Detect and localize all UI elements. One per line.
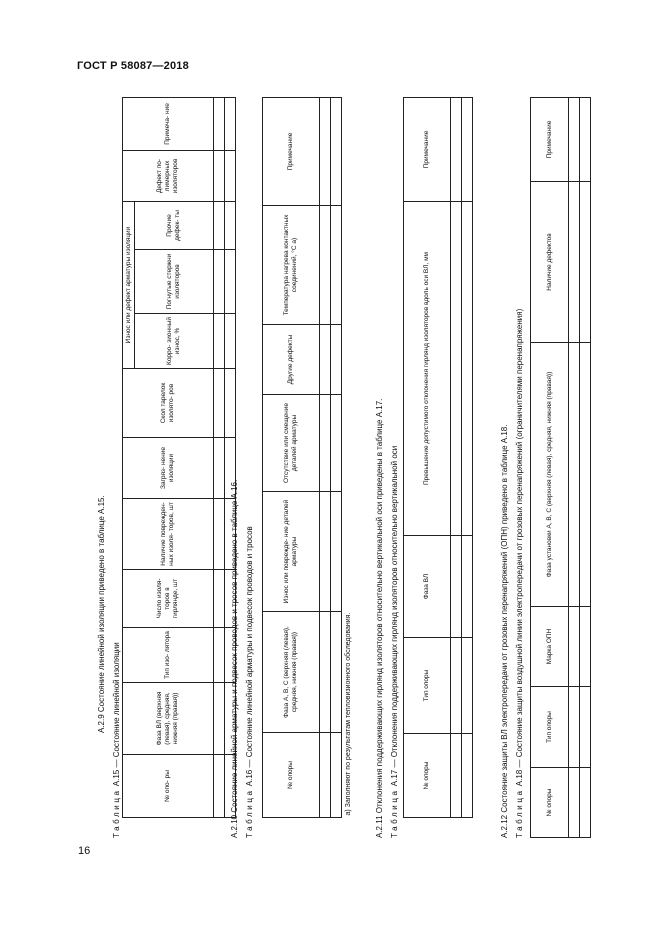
table-a16-header: Другие дефекты xyxy=(263,325,320,395)
table-a18-caption-text: А.18 — Состояние защиты воздушной линии электропередачи от грозовых перенапряжений (ограничителями перенапряжения) xyxy=(515,308,524,789)
section-a211-text: А.2.11 Отклонения поддерживающих гирлянд изоляторов относительно вертикальной оси приведены в таблице А.17. xyxy=(375,398,384,838)
table-a15-group-header: Износ или дефект арматуры изоляции xyxy=(123,201,135,368)
table-a17-header: Тип опоры xyxy=(404,638,451,734)
table-row xyxy=(462,98,473,818)
table-a16 xyxy=(262,97,354,818)
table-a15-header: Примеча- ние xyxy=(123,97,214,150)
table-a15-header: № опо- ры xyxy=(123,755,214,818)
table-row xyxy=(331,98,342,818)
table-a15-header: Скол тарелок изолято- ров xyxy=(123,369,214,438)
table-a16-caption-text: А.16 — Состояние линейной арматуры и подвесок проводов и тросов xyxy=(245,526,254,789)
table-a15-caption-text: А.15 — Состояние линейной изоляции xyxy=(112,642,121,789)
table-a15-header: Число изоля- торов в гирлянде, шт xyxy=(123,570,214,628)
table-row xyxy=(320,98,331,818)
table-a16-header: № опоры xyxy=(263,733,320,818)
table-a16-caption-prefix: Таблица xyxy=(245,788,254,838)
section-a210-text: А.2.10 Состояние линейной арматуры и подвесок проводов и тросов приведено в таблице А.16. xyxy=(230,479,239,838)
table-row xyxy=(451,98,462,818)
table-a17-header: № опоры xyxy=(404,734,451,818)
table-a18-header: Наличие дефектов xyxy=(531,182,569,343)
table-a17-caption-text: А.17 — Отклонения поддерживающих гирлянд изоляторов относительно вертикальной оси xyxy=(390,445,399,789)
table-a18-header: Тип опоры xyxy=(531,687,569,768)
table-a16-header: Температура нагрева контактных соединений, °С а) xyxy=(263,206,320,325)
table-a16-footnote-row xyxy=(342,98,355,818)
table-a15-header: Тип изо- лятора xyxy=(123,628,214,683)
table-a15-header: Наличие поврежден- ных изоля- торов, шт xyxy=(123,499,214,570)
table-a16-header: Примечание xyxy=(263,98,320,206)
table-a15-header: Фаза ВЛ (верхняя (левая), средняя, нижняя (правая)) xyxy=(123,683,214,755)
table-a18-header: Фаза установки А, В, С (верхняя (левая), средняя, нижняя (правая)) xyxy=(531,343,569,607)
table-a17-caption-prefix: Таблица xyxy=(390,788,399,838)
page-number: 16 xyxy=(78,845,91,857)
table-a15-header: Дефект по- лимерных изоляторов xyxy=(123,150,214,201)
table-a18-header: Марка ОПН xyxy=(531,607,569,687)
section-a212-text: А.2.12 Состояние защиты ВЛ электропередачи от грозовых перенапряжений (ОПН) приведено в таблице А.18. xyxy=(500,424,509,838)
rotated-page-content xyxy=(95,98,585,838)
table-a16-footnote: а) Заполняют по результатам тепловизионного обследования. xyxy=(342,98,355,818)
table-a18-caption xyxy=(515,309,525,838)
table-row xyxy=(580,98,591,838)
table-a15-subheader: Прочие дефек- ты xyxy=(135,201,214,249)
table-a18 xyxy=(530,97,591,838)
table-a16-header: Износ или поврежде- ние деталей арматуры xyxy=(263,492,320,612)
document-header: ГОСТ Р 58087—2018 xyxy=(77,60,189,72)
table-a15-subheader: Коррo- зионный износ, % xyxy=(135,314,214,369)
table-a17-caption xyxy=(390,446,400,838)
table-a18-header: № опоры xyxy=(531,768,569,838)
table-a15-caption xyxy=(112,642,122,838)
table-row xyxy=(569,98,580,838)
table-a16-header: Фаза А, В, С (верхняя (левая), средняя, нижняя (правая)) xyxy=(263,612,320,733)
table-row xyxy=(214,97,225,817)
table-a17-header: Примечание xyxy=(404,98,451,202)
table-a18-caption-prefix: Таблица xyxy=(515,788,524,838)
table-a15-caption-prefix: Таблица xyxy=(112,788,121,838)
table-a16-header: Отсутствие или смещение деталей арматуры xyxy=(263,395,320,492)
table-a18-header: Примечание xyxy=(531,98,569,182)
section-a29-text: А.2.9 Состояние линейной изоляции приведено в таблице А.15. xyxy=(97,495,106,733)
table-a15-subheader: Погнутые стержни изоляторов xyxy=(135,250,214,314)
table-a17-header: Фаза ВЛ xyxy=(404,536,451,638)
table-a16-caption xyxy=(245,526,255,838)
table-a15-header: Загряз- нение изоляции xyxy=(123,438,214,499)
table-a15 xyxy=(122,97,236,818)
table-a17 xyxy=(403,97,473,818)
table-a17-header: Превышение допустимого отклонения гирлянд изоляторов вдоль оси ВЛ, мм xyxy=(404,202,451,536)
